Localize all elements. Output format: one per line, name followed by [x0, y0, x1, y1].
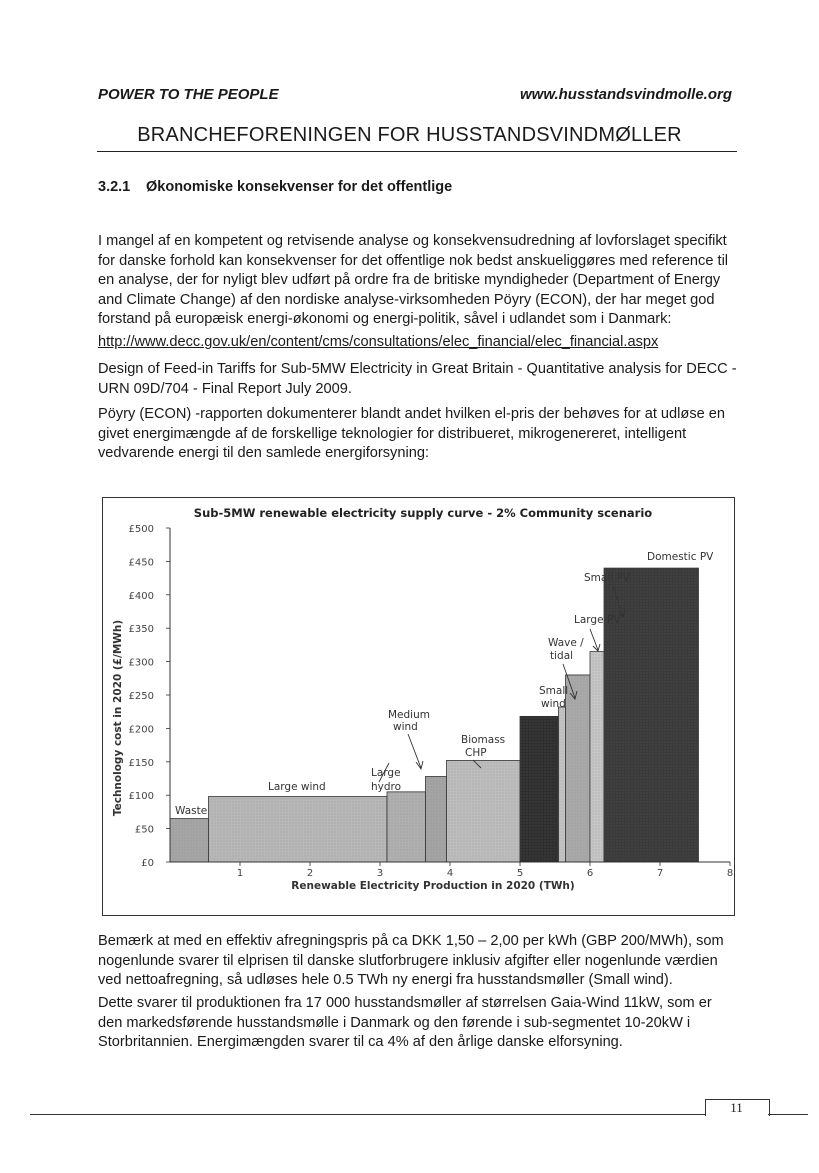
label-large-pv: Large PV	[574, 614, 621, 626]
paragraph-production-note: Dette svarer til produktionen fra 17 000 husstandsmøller af størrelsen Gaia-Wind 11kW, som er den markedsførende husstandsmølle i Danmark og den førende i sub-segmentet 10-20kW i Storbritannien. Energimængden svarer til ca 4% af den årlige danske elforsyning.	[98, 995, 712, 1050]
label-small-wind-2: wind	[541, 698, 566, 710]
y-tick-label: £400	[128, 590, 154, 602]
bar-texture	[604, 568, 699, 862]
section-number: 3.2.1	[98, 179, 131, 195]
y-tick-label: £300	[128, 657, 154, 669]
label-medium-wind-1: Medium	[388, 709, 430, 721]
y-tick-label: £50	[134, 824, 154, 836]
label-waste: Waste	[175, 805, 208, 817]
footer-rule-left	[30, 1114, 705, 1115]
paragraph-report-summary: Pöyry (ECON) -rapporten dokumenterer blandt andet hvilken el-pris der behøves for at udløse en givet energimængde af de forskellige teknologier for distribueret, mikrogenereret, intelligent vedvarende energi til den samlede energiforsyning:	[98, 406, 726, 461]
y-tick-label: £350	[128, 624, 154, 636]
x-tick-label: 2	[306, 868, 314, 879]
bar-texture	[559, 707, 566, 862]
section-title: Økonomiske konsekvenser for det offentlige	[146, 179, 453, 195]
label-wave-1: Wave /	[548, 637, 584, 649]
x-tick-label: 6	[586, 868, 594, 879]
paragraph-price-note: Bemærk at med en effektiv afregningspris på ca DKK 1,50 – 2,00 per kWh (GBP 200/MWh), som nogenlunde svarer til elprisen til danske slutforbrugere inklusiv afgifter eller nogenlunde værdien ved nettoafregning, så udløses hele 0.5 TWh ny energi fra husstandsmøller (Small wind).	[98, 933, 724, 988]
reference-link[interactable]: http://www.decc.gov.uk/en/content/cms/consultations/elec_financial/elec_financial.aspx	[98, 334, 659, 350]
label-large-wind: Large wind	[268, 781, 326, 793]
x-tick-label: 5	[516, 868, 524, 879]
bar-texture	[566, 675, 591, 862]
supply-curve-chart	[103, 498, 733, 914]
y-axis-label: Technology cost in 2020 (£/MWh)	[112, 619, 124, 817]
label-biomass-1: Biomass	[461, 734, 506, 746]
label-wave-2: tidal	[550, 650, 574, 662]
x-tick-label: 4	[446, 868, 454, 879]
header-rule	[97, 151, 737, 152]
chart-title: Sub-5MW renewable electricity supply curve - 2% Community scenario	[193, 506, 653, 520]
label-medium-wind-2: wind	[393, 721, 418, 733]
label-domestic-pv: Domestic PV	[647, 551, 714, 563]
paragraph-report-title: Design of Feed-in Tariffs for Sub-5MW Electricity in Great Britain - Quantitative analysis for DECC - URN 09D/704 - Final Report July 2009.	[98, 361, 737, 397]
bar-texture	[520, 716, 559, 862]
y-tick-label: £100	[128, 791, 154, 803]
bar-texture	[426, 776, 447, 862]
paragraph-intro: I mangel af en kompetent og retvisende analyse og konsekvensudredning af lovforslaget specifikt for danske forhold kan konsekvenser for det offentlige nok bedst anskueliggøres med reference til en analyse, der for nyligt blev udført på ordre fra de britiske myndigheder (Department of Energy and Climate Change) af den nordiske analyse-virksomheden Pöyry (ECON), der har meget god forstand på europæisk energi-økonomi og energi-politik, såvel i udlandet som i Danmark:	[98, 233, 729, 327]
x-tick-label: 3	[376, 868, 384, 879]
bar-texture	[209, 797, 388, 862]
chart-frame	[102, 497, 735, 916]
x-tick-label: 8	[726, 868, 733, 879]
header-organization-title: BRANCHEFORENINGEN FOR HUSSTANDSVINDMØLLER	[137, 124, 682, 146]
x-tick-label: 7	[656, 868, 664, 879]
bar-texture	[387, 792, 426, 862]
bar-texture	[170, 819, 209, 862]
section-heading	[98, 179, 452, 195]
x-tick-label: 1	[236, 868, 244, 879]
y-tick-label: £0	[141, 858, 154, 869]
header-website: www.husstandsvindmolle.org	[520, 86, 732, 103]
bar-texture	[590, 652, 604, 862]
y-tick-label: £250	[128, 691, 154, 702]
y-tick-label: £450	[128, 557, 154, 569]
label-small-wind-1: Small	[539, 685, 569, 697]
label-large-hydro-1: Large	[371, 767, 401, 779]
footer-rule-right	[768, 1114, 808, 1115]
label-biomass-2: CHP	[465, 747, 487, 759]
page-number: 11	[730, 1100, 743, 1115]
header-left-title: POWER TO THE PEOPLE	[98, 86, 279, 103]
label-large-hydro-2: hydro	[371, 781, 402, 793]
y-tick-label: £500	[128, 524, 154, 535]
label-small-pv: Small PV	[584, 572, 631, 584]
y-tick-label: £150	[128, 757, 154, 769]
bar-texture	[447, 760, 521, 862]
x-axis-label: Renewable Electricity Production in 2020 (TWh)	[291, 880, 575, 892]
y-tick-label: £200	[128, 724, 154, 736]
